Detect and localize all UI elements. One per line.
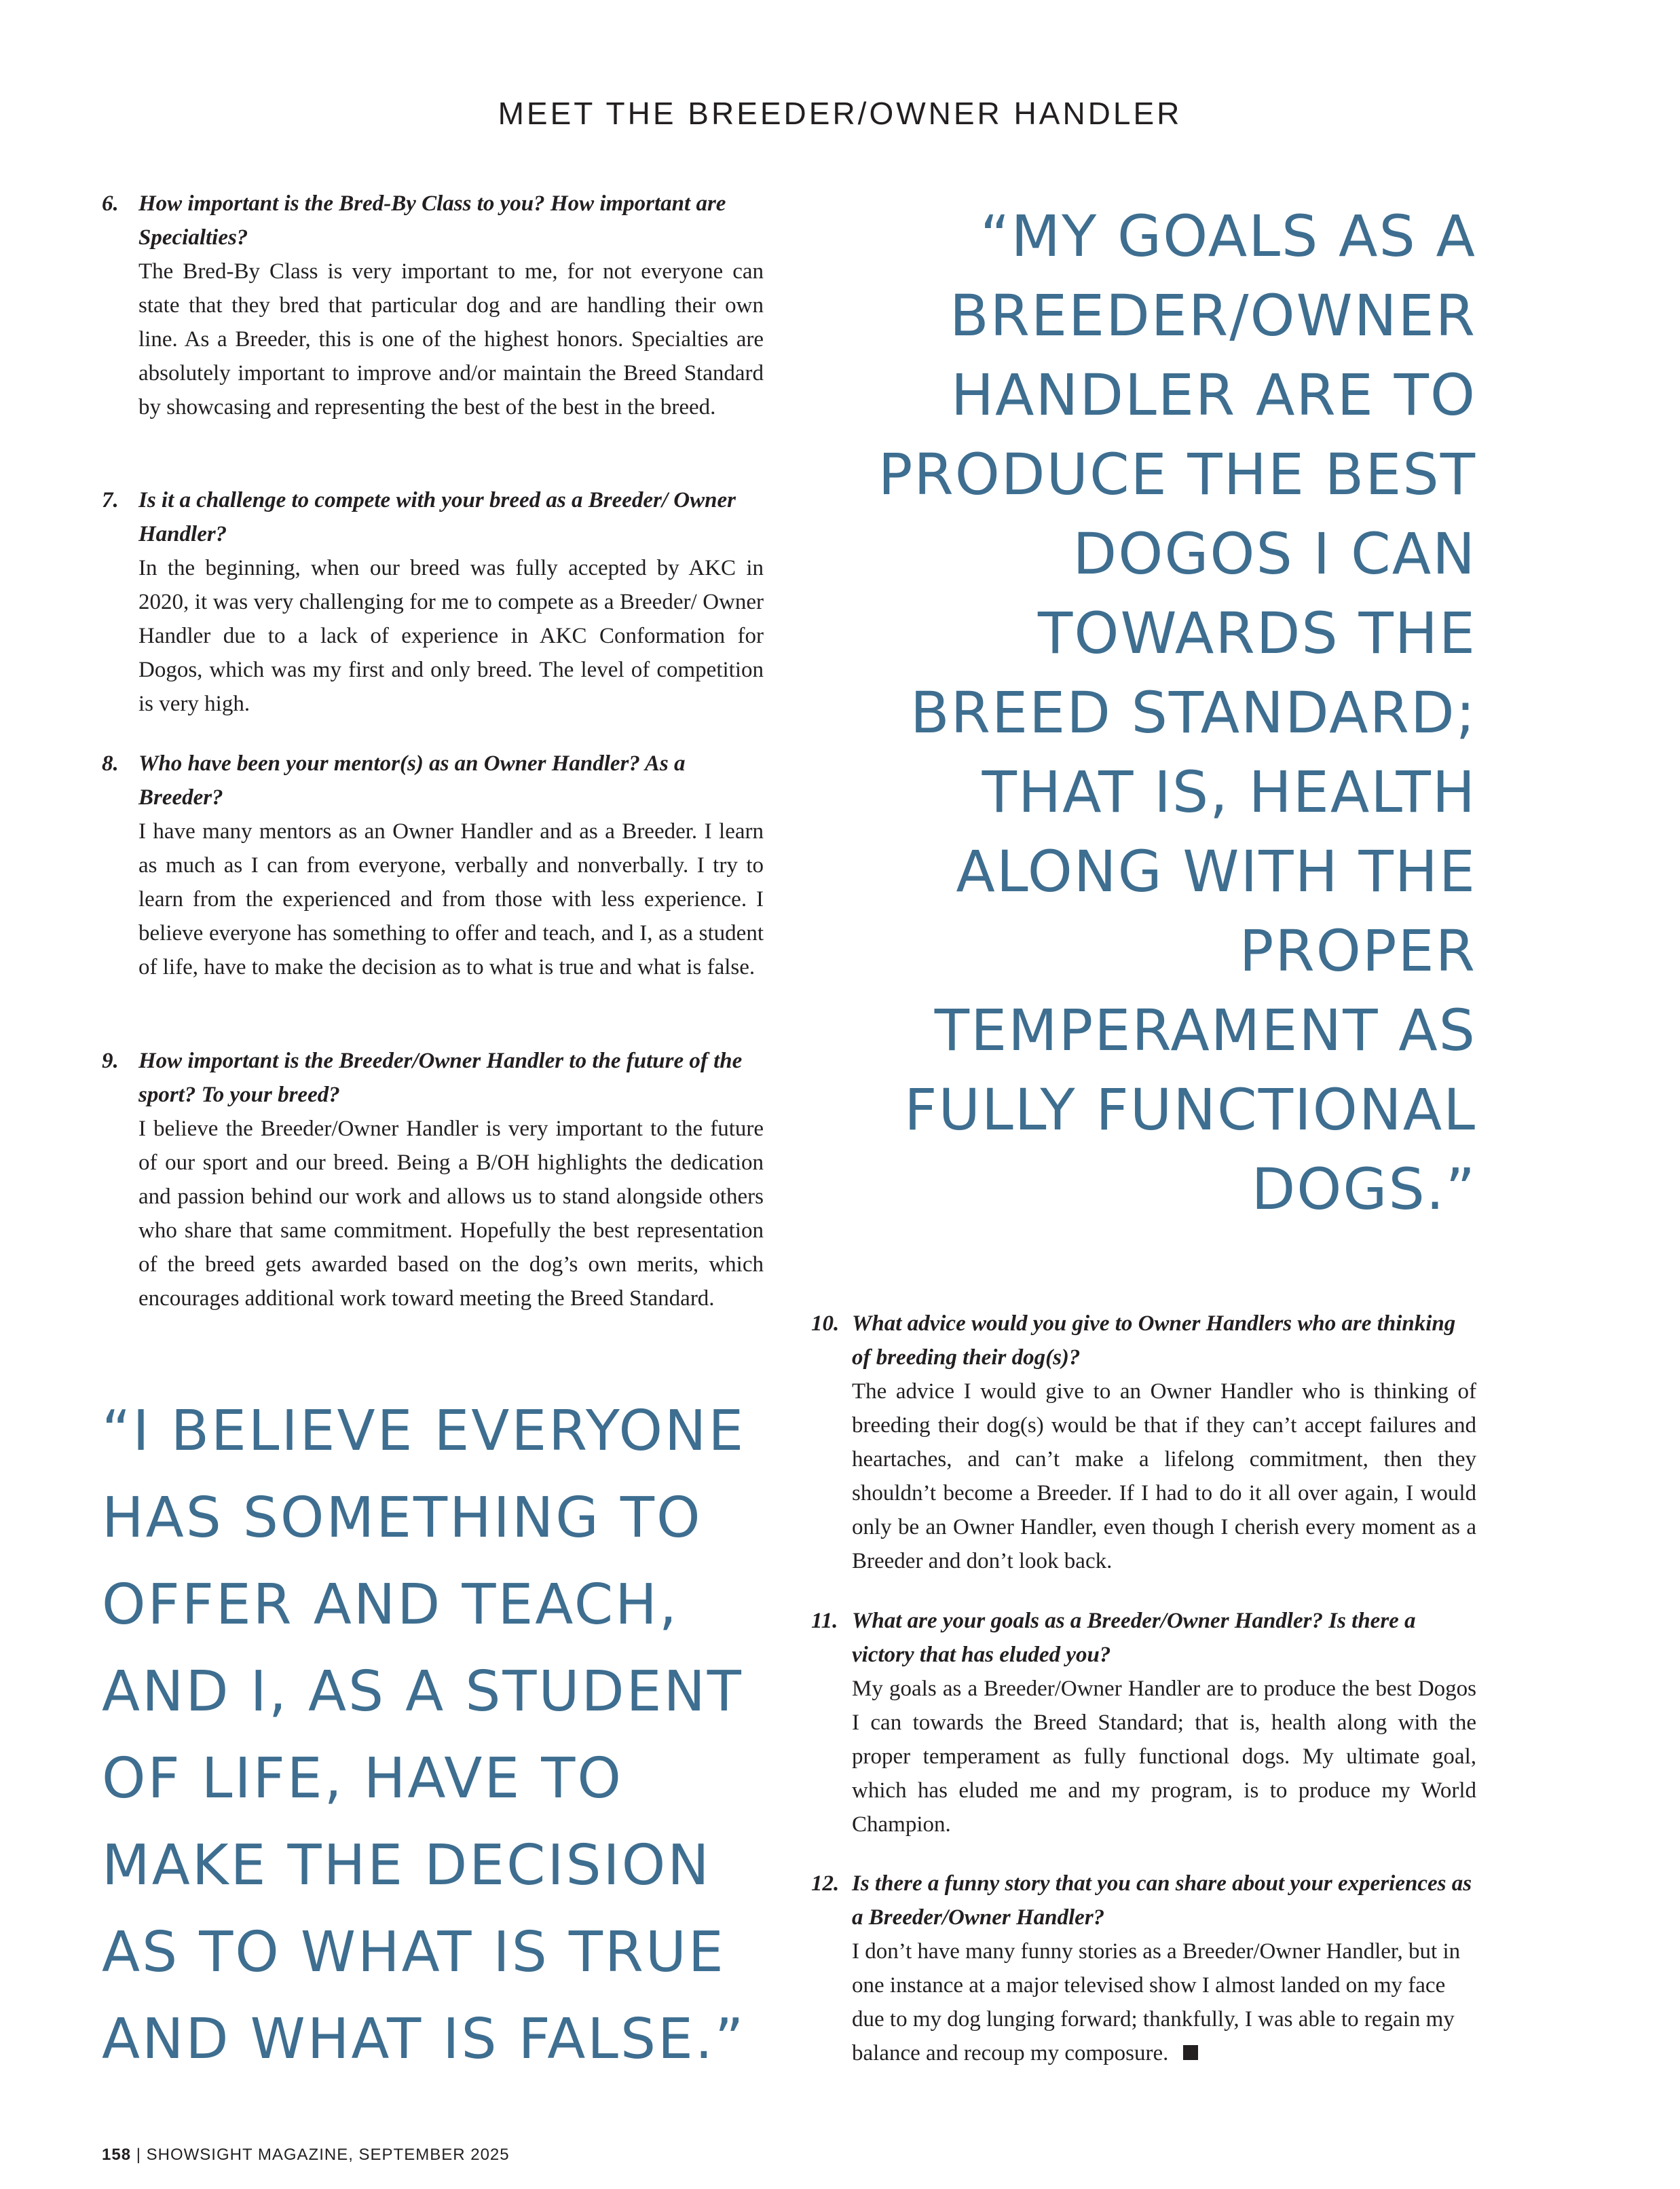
question-text: What advice would you give to Owner Handlers who are thinking of breeding their dog(s)? (852, 1311, 1456, 1370)
question-6 (102, 187, 764, 255)
question-number: 10. (811, 1311, 840, 1336)
answer-6: The Bred-By Class is very important to me, for not everyone can state that they bred that particular dog and are handling their own line. As a Breeder, this is one of the highest honors. Specialties are absolutely important to improve and/or maintain the Breed Standard by showcasing and representing the best of the best in the breed. (138, 259, 764, 419)
page-header: MEET THE BREEDER/OWNER HANDLER (498, 96, 1182, 131)
question-number: 8. (102, 751, 119, 776)
qa-item-12 (811, 1867, 1476, 2070)
qa-item-6 (102, 187, 764, 424)
question-text: How important is the Bred-By Class to you? How important are Specialties? (138, 191, 726, 250)
question-8 (102, 747, 764, 815)
question-text: Is there a funny story that you can share about your experiences as a Breeder/Owner Handler? (852, 1871, 1472, 1930)
answer-9: I believe the Breeder/Owner Handler is very important to the future of our sport and our breed. Being a B/OH highlights the dedication and passion behind our work and allows us to stand alongside others who share that same commitment. Hopefully the best representation of the breed gets awarded based on the dog’s own merits, which encourages additional work toward meeting the Breed Standard. (138, 1117, 764, 1311)
question-text: Who have been your mentor(s) as an Owner Handler? As a Breeder? (138, 751, 686, 810)
question-7 (102, 483, 764, 551)
pull-quote-left: “I BELIEVE EVERYONE HAS SOMETHING TO OFFER AND TEACH, AND I, AS A STUDENT OF LIFE, HAVE TO MAKE THE DECISION AS TO WHAT IS TRUE AND WHAT IS FALSE.” (102, 1399, 746, 2072)
qa-item-9 (102, 1044, 764, 1315)
qa-item-10 (811, 1307, 1476, 1578)
qa-item-11 (811, 1604, 1476, 1841)
question-number: 6. (102, 191, 119, 216)
question-number: 9. (102, 1049, 119, 1073)
question-number: 11. (811, 1609, 838, 1633)
qa-item-7 (102, 483, 764, 721)
question-number: 12. (811, 1871, 840, 1896)
pull-quote-right: “MY GOALS AS A BREEDER/OWNER HANDLER ARE TO PRODUCE THE BEST DOGOS I CAN TOWARDS THE BREED STANDARD; THAT IS, HEALTH ALONG WITH THE PROPER TEMPERAMENT AS FULLY FUNCTIONAL DOGS.” (878, 203, 1476, 1222)
page-number: 158 (102, 2146, 132, 2164)
question-11 (811, 1604, 1476, 1672)
qa-item-8 (102, 747, 764, 984)
question-number: 7. (102, 488, 119, 512)
question-12 (811, 1867, 1476, 1934)
question-text: What are your goals as a Breeder/Owner Handler? Is there a victory that has eluded you? (852, 1609, 1416, 1667)
question-text: How important is the Breeder/Owner Handler to the future of the sport? To your breed? (138, 1049, 743, 1107)
answer-12-text: I don’t have many funny stories as a Breeder/Owner Handler, but in one instance at a major televised show I almost landed on my face due to my dog lunging forward; thankfully, I was able to regain my balance and recoup my composure. (852, 1939, 1461, 2065)
publication-name: SHOWSIGHT MAGAZINE, SEPTEMBER 2025 (146, 2146, 510, 2164)
answer-10: The advice I would give to an Owner Handler who is thinking of breeding their dog(s) would be that if they can’t accept failures and heartaches, and can’t make a lifelong commitment, then they shouldn’t become a Breeder. If I had to do it all over again, I would only be an Owner Handler, even though I cherish every moment as a Breeder and don’t look back. (852, 1379, 1476, 1573)
question-text: Is it a challenge to compete with your breed as a Breeder/ Owner Handler? (138, 488, 736, 546)
end-mark-icon (1183, 2045, 1198, 2060)
question-10 (811, 1307, 1476, 1374)
answer-8: I have many mentors as an Owner Handler and as a Breeder. I learn as much as I can from everyone, verbally and nonverbally. I try to learn from the experienced and from those with less experience. I believe everyone has something to offer and teach, and I, as a student of life, have to make the decision as to what is true and what is false. (138, 819, 764, 979)
answer-11: My goals as a Breeder/Owner Handler are to produce the best Dogos I can towards the Breed Standard; that is, health along with the proper temperament as fully functional dogs. My ultimate goal, which has eluded me and my program, is to produce my World Champion. (852, 1677, 1476, 1837)
answer-12 (811, 1934, 1476, 2070)
answer-7: In the beginning, when our breed was fully accepted by AKC in 2020, it was very challenging for me to compete as a Breeder/ Owner Handler due to a lack of experience in AKC Conformation for Dogos, which was my first and only breed. The level of competition is very high. (138, 556, 764, 716)
footer-separator: | (136, 2146, 141, 2164)
question-9 (102, 1044, 764, 1112)
page-footer (102, 2146, 510, 2165)
